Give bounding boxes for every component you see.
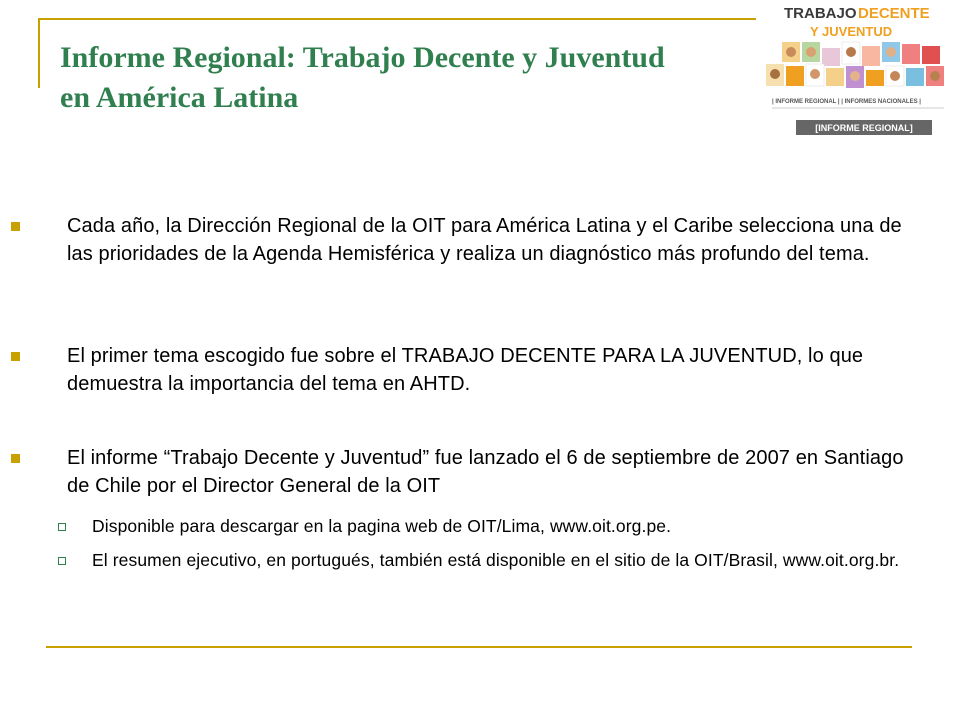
title-frame-left-line [38,18,40,88]
bullet-square-icon [11,352,20,361]
bullet-square-icon [11,222,20,231]
bottom-divider-line [46,646,912,648]
trabajo-decente-logo [758,0,952,142]
logo-title-juventud: Y JUVENTUD [810,24,893,39]
logo-title-decente: DECENTE [858,5,930,22]
bullet-text: Cada año, la Dirección Regional de la OIT para América Latina y el Caribe selecciona una de las prioridades de la Agenda Hemisférica y realiza un diagnóstico más profundo del tema. [67,215,902,265]
sub-bullet-square-icon [58,523,66,531]
bullet-text: El informe “Trabajo Decente y Juventud” fue lanzado el 6 de septiembre de 2007 en Santiago de Chile por el Director General de la OIT [67,447,904,497]
sub-bullet-text: Disponible para descargar en la pagina web de OIT/Lima, www.oit.org.pe. [92,516,672,536]
sub-bullet-text: El resumen ejecutivo, en portugués, también está disponible en el sitio de la OIT/Brasil, www.oit.org.br. [92,550,900,570]
bullet-square-icon [11,454,20,463]
logo-badge: [INFORME REGIONAL] [815,123,913,133]
bullet-text: El primer tema escogido fue sobre el TRABAJO DECENTE PARA LA JUVENTUD, lo que demuestra la importancia del tema en AHTD. [67,345,864,395]
title-frame-top-line [38,18,756,20]
sub-bullet-square-icon [58,557,66,565]
slide-title: Informe Regional: Trabajo Decente y Juventud en América Latina [60,41,665,114]
logo-tabs: | INFORME REGIONAL | | INFORMES NACIONALES | [772,99,921,105]
logo-title-trabajo: TRABAJO [784,5,857,22]
